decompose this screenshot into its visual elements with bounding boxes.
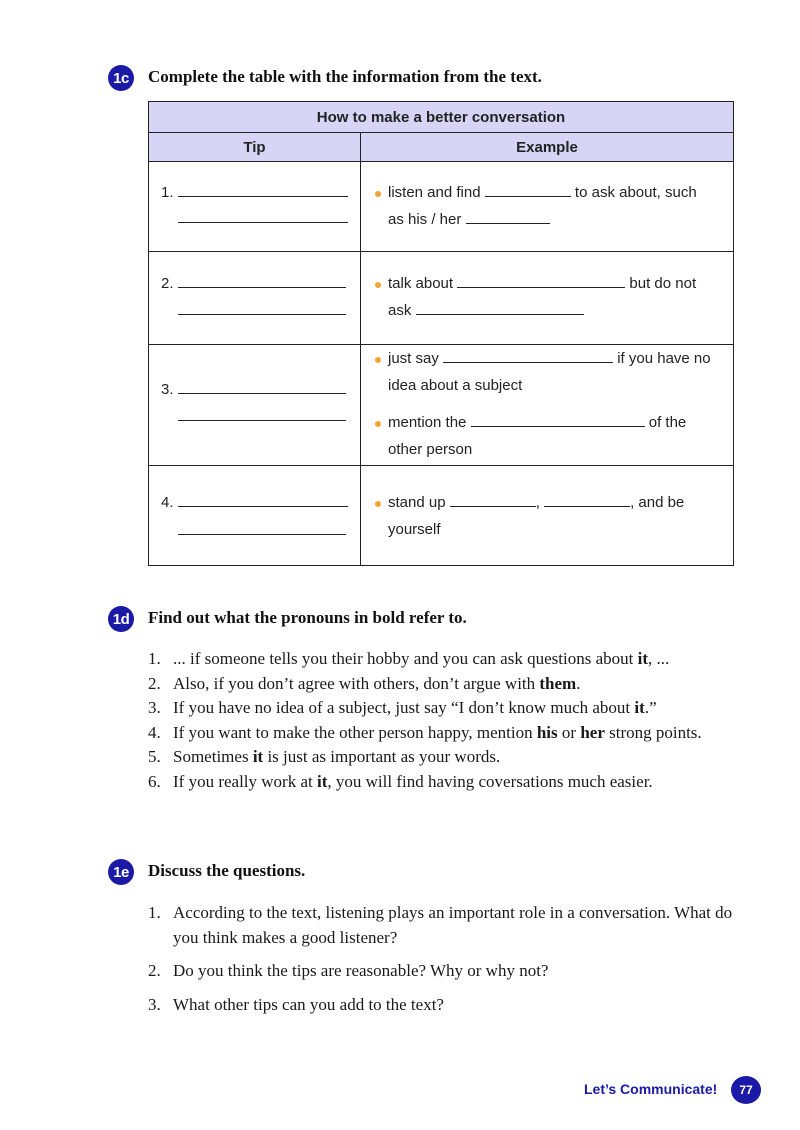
section-badge-1e: 1e <box>108 859 134 885</box>
example-line: ask <box>388 302 584 319</box>
tip-answer-line-1[interactable] <box>161 184 348 201</box>
list-item: 3. What other tips can you add to the text? <box>148 994 444 1014</box>
example-cell <box>361 345 733 465</box>
table-row <box>149 252 733 345</box>
tip-number: 3. <box>161 381 174 398</box>
example-line: stand up , , and be <box>388 494 685 511</box>
example-line: mention the of the <box>388 414 687 431</box>
list-item: 2. Do you think the tips are reasonable? Why or why not? <box>148 961 549 980</box>
tip-answer-line-1[interactable] <box>161 381 346 398</box>
conversation-tips-table <box>148 101 734 566</box>
answer-blank[interactable] <box>450 494 536 507</box>
answer-blank[interactable] <box>416 302 584 315</box>
section-badge-1d: 1d <box>108 606 134 632</box>
example-line: other person <box>388 441 473 458</box>
bullet-icon <box>375 282 381 288</box>
tip-number: 1. <box>161 184 174 201</box>
list-item: 1. ... if someone tells you their hobby and you can ask questions about it, ... <box>148 649 670 668</box>
table-row <box>149 466 733 566</box>
tip-cell <box>149 162 361 251</box>
book-title: Let’s Communicate! <box>584 1081 718 1097</box>
bullet-icon <box>375 357 381 363</box>
tip-number: 2. <box>161 275 174 292</box>
example-line: idea about a subject <box>388 377 523 394</box>
example-line: as his / her <box>388 211 550 228</box>
page-number: 77 <box>731 1076 761 1104</box>
example-cell <box>361 162 733 251</box>
list-item: 6. If you really work at it, you will find having coversations much easier. <box>148 771 653 791</box>
answer-blank[interactable] <box>443 350 613 363</box>
example-cell <box>361 252 733 344</box>
answer-blank[interactable] <box>485 184 571 197</box>
example-line: talk about but do not <box>388 275 697 292</box>
bullet-icon <box>375 501 381 507</box>
list-item: 3. If you have no idea of a subject, just say “I don’t know much about it.” <box>148 698 657 717</box>
answer-blank[interactable] <box>544 494 630 507</box>
tip-answer-line-1[interactable] <box>161 275 346 292</box>
pronoun-list <box>148 647 736 794</box>
tip-cell <box>149 252 361 344</box>
answer-blank[interactable] <box>466 211 550 224</box>
tip-number: 4. <box>161 494 174 511</box>
column-header-example: Example <box>516 138 578 156</box>
column-header-tip: Tip <box>149 133 361 161</box>
bullet-icon <box>375 191 381 197</box>
instruction-1c: Complete the table with the information from the text. <box>148 67 542 86</box>
list-item: 5. Sometimes it is just as important as your words. <box>148 747 501 766</box>
answer-blank[interactable] <box>471 414 645 427</box>
tip-cell <box>149 466 361 566</box>
table-header-row <box>149 133 733 162</box>
example-cell <box>361 466 733 566</box>
table-row <box>149 162 733 252</box>
tip-answer-line-2[interactable] <box>178 302 346 319</box>
bullet-icon <box>375 421 381 427</box>
table-row <box>149 345 733 466</box>
tip-answer-line-2[interactable] <box>178 522 346 539</box>
answer-blank[interactable] <box>457 275 625 288</box>
list-item: 4. If you want to make the other person happy, mention his or her strong points. <box>148 722 702 742</box>
tip-cell <box>149 345 361 465</box>
tip-answer-line-1[interactable] <box>161 494 348 511</box>
tip-answer-line-2[interactable] <box>178 210 348 227</box>
list-item: 1. According to the text, listening plays an important role in a conversation. What do you think makes a good listener? <box>148 903 733 947</box>
example-line: just say if you have no <box>388 350 711 367</box>
instruction-1d: Find out what the pronouns in bold refer to. <box>148 608 467 627</box>
example-line: listen and find to ask about, such <box>388 184 697 201</box>
example-line: yourself <box>388 521 441 538</box>
list-item: 2. Also, if you don’t agree with others, don’t argue with them. <box>148 673 581 693</box>
instruction-1e: Discuss the questions. <box>148 861 306 880</box>
discussion-list <box>148 901 736 1017</box>
tip-answer-line-2[interactable] <box>178 408 346 425</box>
table-title: How to make a better conversation <box>149 102 733 133</box>
section-badge-1c: 1c <box>108 65 134 91</box>
